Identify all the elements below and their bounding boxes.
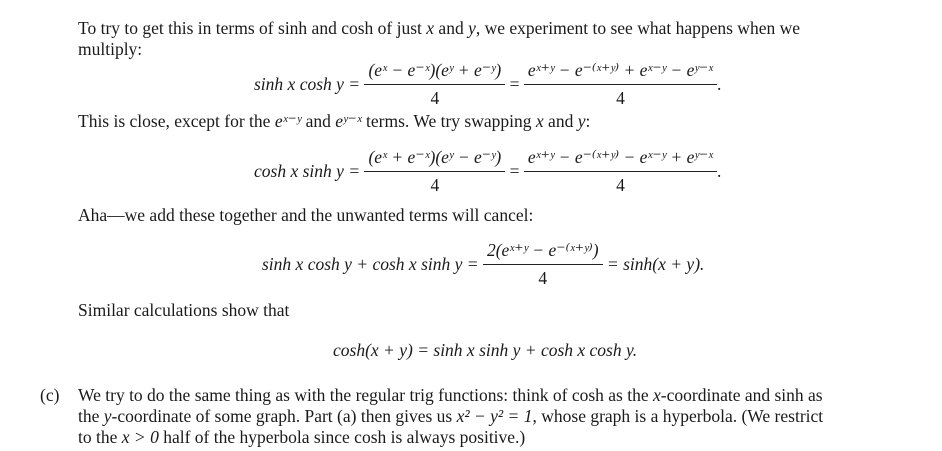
equation-sum bbox=[262, 240, 704, 289]
equation-rhs: = sinh(x + y). bbox=[606, 254, 705, 274]
paragraph-aha: Aha—we add these together and the unwanted terms will cancel: bbox=[78, 205, 534, 225]
part-c-line-1: We try to do the same thing as with the regular trig functions: think of cosh as the x-coordinate and sinh as bbox=[78, 385, 823, 405]
fraction-expanded: $\frac{\text{eˣ⁺ʸ − e⁻⁽ˣ⁺ʸ⁾ + eˣ⁻ʸ − eʸ⁻ˣ}}{4}$ bbox=[524, 60, 717, 109]
fraction-sum: $\frac{\text{2(eˣ⁺ʸ − e⁻⁽ˣ⁺ʸ⁾)}}{4}$ bbox=[483, 240, 603, 289]
equals-sign: = bbox=[509, 74, 520, 94]
equation-lhs: sinh x cosh y + cosh x sinh y = bbox=[262, 254, 479, 274]
intro-paragraph bbox=[78, 18, 908, 60]
paragraph-swap: This is close, except for the eˣ⁻ʸ and eʸ⁻ˣ terms. We try swapping x and y: bbox=[78, 111, 591, 131]
equation-lhs: sinh x cosh y = bbox=[254, 74, 361, 94]
fraction-expanded: $\frac{\text{eˣ⁺ʸ − e⁻⁽ˣ⁺ʸ⁾ − eˣ⁻ʸ + eʸ⁻ˣ}}{4}$ bbox=[524, 147, 717, 196]
fraction-product: $\frac{\text{(eˣ + e⁻ˣ)(eʸ − e⁻ʸ)}}{4}$ bbox=[364, 147, 505, 196]
part-c-paragraph bbox=[78, 385, 918, 448]
equation-lhs: cosh x sinh y = bbox=[254, 161, 361, 181]
part-c-line-3: to the x > 0 half of the hyperbola since cosh is always positive.) bbox=[78, 427, 526, 447]
part-c-line-2: the y-coordinate of some graph. Part (a) then gives us x² − y² = 1, whose graph is a hyperbola. (We restrict bbox=[78, 406, 824, 426]
intro-line-2: multiply: bbox=[78, 39, 143, 59]
part-c-label: (c) bbox=[40, 385, 60, 405]
equation-cosh-sum: cosh(x + y) = sinh x sinh y + cosh x cosh y. bbox=[333, 340, 638, 360]
fraction-product: $\frac{\text{(eˣ − e⁻ˣ)(eʸ + e⁻ʸ)}}{4}$ bbox=[364, 60, 505, 109]
intro-line-1: To try to get this in terms of sinh and cosh of just x and y, we experiment to see what happens when we bbox=[78, 18, 800, 38]
equals-sign: = bbox=[509, 161, 520, 181]
paragraph-similar: Similar calculations show that bbox=[78, 300, 290, 320]
equation-sinh-cosh: sinh x cosh y = $\frac{\text{(eˣ − e⁻ˣ)(eʸ + e⁻ʸ)}}{4}$ = $\frac{\text{eˣ⁺ʸ − e⁻⁽ˣ⁺ʸ⁾ + eˣ⁻ʸ − eʸ⁻ˣ}}{4}$ . bbox=[254, 60, 722, 108]
equation-cosh-sinh: cosh x sinh y = $\frac{\text{(eˣ + e⁻ˣ)(eʸ − e⁻ʸ)}}{4}$ = $\frac{\text{eˣ⁺ʸ − e⁻⁽ˣ⁺ʸ⁾ − eˣ⁻ʸ + eʸ⁻ˣ}}{4}$ . bbox=[254, 147, 722, 195]
